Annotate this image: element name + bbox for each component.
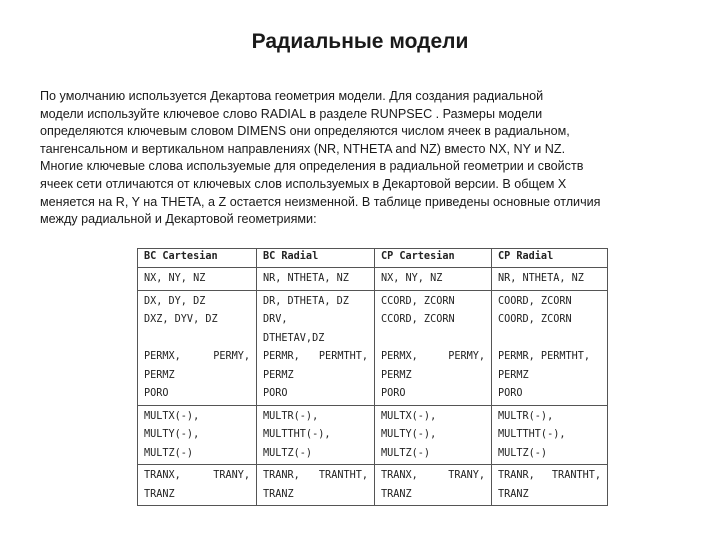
cell-text: MULTZ(-) bbox=[381, 447, 431, 459]
cell-line bbox=[498, 385, 601, 404]
cell-text: PERMZ bbox=[498, 369, 529, 381]
cell-text: TRANR, bbox=[263, 470, 300, 481]
cell-line bbox=[498, 467, 601, 486]
cell-text: DXZ, DYV, DZ bbox=[144, 314, 218, 325]
table-cell bbox=[257, 268, 375, 291]
cell-text: TRANZ bbox=[144, 488, 175, 500]
cell-line bbox=[144, 467, 250, 486]
cell-text: MULTTHT(-), bbox=[498, 429, 566, 440]
cell-line bbox=[263, 311, 368, 330]
cell-text: DX, DY, DZ bbox=[144, 295, 206, 307]
cell-line bbox=[381, 426, 485, 445]
cell-text: MULTX(-), bbox=[381, 410, 437, 422]
table-row bbox=[138, 290, 608, 405]
cell-line bbox=[263, 467, 368, 486]
cell-text: MULTY(-), bbox=[144, 429, 200, 440]
table-cell bbox=[492, 405, 608, 465]
cell-text: TRANZ bbox=[381, 488, 412, 500]
table-cell bbox=[138, 465, 257, 506]
paragraph-line: тангенсальном и вертикальном направлениях (NR, NTHETA and NZ) вместо NX, NY и NZ. bbox=[40, 141, 566, 156]
cell-text: PORO bbox=[263, 388, 288, 399]
cell-line bbox=[263, 486, 368, 505]
cell-text: TRANX, bbox=[144, 470, 181, 481]
cell-text: PERMR, bbox=[263, 351, 300, 362]
cell-text: PORO bbox=[498, 388, 523, 399]
header-bc-cartesian: BC Cartesian bbox=[138, 249, 257, 268]
cell-text: PERMR, PERMTHT, bbox=[498, 351, 591, 362]
cell-line bbox=[144, 426, 250, 445]
cell-text: CCORD, ZCORN bbox=[381, 295, 455, 307]
cell-line bbox=[498, 426, 601, 445]
cell-text: DRV, bbox=[263, 314, 288, 325]
cell-line bbox=[498, 270, 601, 289]
table-cell bbox=[492, 268, 608, 291]
cell-text: MULTR(-), bbox=[498, 410, 554, 422]
cell-line bbox=[381, 467, 485, 486]
table-cell bbox=[492, 290, 608, 405]
cell-line bbox=[263, 367, 368, 386]
cell-line bbox=[263, 348, 368, 367]
paragraph-line: между радиальной и Декартовой геометриями: bbox=[40, 212, 317, 227]
cell-text: TRANTHT, bbox=[551, 470, 601, 481]
cell-line bbox=[498, 367, 601, 386]
cell-text: TRANTHT, bbox=[318, 470, 368, 481]
cell-text: DTHETAV,DZ bbox=[263, 332, 325, 344]
table-cell bbox=[375, 405, 492, 465]
header-cp-radial: CP Radial bbox=[492, 249, 608, 268]
cell-text: NR, NTHETA, NZ bbox=[498, 273, 584, 284]
cell-line bbox=[381, 385, 485, 404]
table-cell bbox=[138, 405, 257, 465]
paragraph-line: Многие ключевые слова используемые для определения в радиальной геометрии и свойств bbox=[40, 159, 584, 174]
cell-line bbox=[381, 311, 485, 330]
table-cell bbox=[138, 290, 257, 405]
cell-line bbox=[498, 330, 601, 349]
cell-line bbox=[144, 367, 250, 386]
paragraph-line: модели используйте ключевое слово RADIAL в разделе RUNPSEC . Размеры модели bbox=[40, 106, 543, 121]
cell-line bbox=[381, 486, 485, 505]
cell-line bbox=[498, 348, 601, 367]
table-cell bbox=[375, 465, 492, 506]
cell-text: TRANX, bbox=[381, 470, 418, 481]
table-cell bbox=[492, 465, 608, 506]
cell-text: PERMZ bbox=[263, 369, 294, 381]
cell-line bbox=[381, 330, 485, 349]
table-cell bbox=[138, 268, 257, 291]
cell-text: MULTY(-), bbox=[381, 429, 437, 440]
table-row bbox=[138, 268, 608, 291]
cell-text: PERMY, bbox=[448, 351, 485, 362]
table-cell bbox=[257, 465, 375, 506]
cell-text: NX, NY, NZ bbox=[381, 273, 443, 284]
cell-text: TRANY, bbox=[448, 470, 485, 481]
paragraph-line: меняется на R, Y на THETA, а Z остается неизменной. В таблице приведены основные отличия bbox=[40, 194, 601, 209]
table-row bbox=[138, 405, 608, 465]
cell-text: MULTZ(-) bbox=[263, 447, 313, 459]
cell-line bbox=[498, 408, 601, 427]
cell-line bbox=[144, 311, 250, 330]
cell-line bbox=[381, 348, 485, 367]
cell-line bbox=[381, 270, 485, 289]
cell-text: COORD, ZCORN bbox=[498, 314, 572, 325]
cell-text: MULTR(-), bbox=[263, 410, 319, 422]
header-bc-radial: BC Radial bbox=[257, 249, 375, 268]
intro-paragraph bbox=[40, 88, 690, 229]
cell-line bbox=[263, 445, 368, 464]
cell-text: NR, NTHETA, NZ bbox=[263, 273, 349, 284]
cell-line bbox=[498, 293, 601, 312]
cell-text: PORO bbox=[144, 388, 169, 399]
paragraph-line: По умолчанию используется Декартова геометрия модели. Для создания радиальной bbox=[40, 89, 544, 103]
cell-line bbox=[381, 293, 485, 312]
cell-text: TRANZ bbox=[498, 488, 529, 500]
table-cell bbox=[375, 268, 492, 291]
cell-text: MULTZ(-) bbox=[144, 447, 194, 459]
cell-line bbox=[381, 445, 485, 464]
cell-line bbox=[144, 330, 250, 349]
cell-line bbox=[498, 311, 601, 330]
table-cell bbox=[257, 405, 375, 465]
table-cell bbox=[375, 290, 492, 405]
cell-line bbox=[263, 385, 368, 404]
cell-line bbox=[498, 445, 601, 464]
cell-line bbox=[144, 486, 250, 505]
page-title: Радиальные модели bbox=[251, 30, 469, 53]
cell-text: MULTZ(-) bbox=[498, 447, 548, 459]
cell-text: NX, NY, NZ bbox=[144, 273, 206, 284]
cell-text: MULTX(-), bbox=[144, 410, 200, 422]
cell-line bbox=[498, 486, 601, 505]
cell-line bbox=[381, 367, 485, 386]
cell-line bbox=[263, 408, 368, 427]
cell-line bbox=[381, 408, 485, 427]
cell-text: TRANR, bbox=[498, 470, 535, 481]
cell-line bbox=[263, 426, 368, 445]
cell-line bbox=[263, 270, 368, 289]
cell-line bbox=[144, 385, 250, 404]
cell-line bbox=[263, 293, 368, 312]
cell-line bbox=[144, 270, 250, 289]
cell-text: PORO bbox=[381, 388, 406, 399]
header-cp-cartesian: CP Cartesian bbox=[375, 249, 492, 268]
cell-text: PERMX, bbox=[381, 351, 418, 362]
cell-text: PERMZ bbox=[381, 369, 412, 381]
cell-text: PERMX, bbox=[144, 351, 181, 362]
cell-line bbox=[144, 348, 250, 367]
table-row bbox=[138, 465, 608, 506]
table-cell bbox=[257, 290, 375, 405]
cell-line bbox=[144, 445, 250, 464]
paragraph-line: определяются ключевым словом DIMENS они определяются числом ячеек в радиальном, bbox=[40, 124, 570, 139]
comparison-table bbox=[137, 248, 608, 506]
cell-line bbox=[263, 330, 368, 349]
cell-text: PERMZ bbox=[144, 369, 175, 381]
cell-text: PERMTHT, bbox=[318, 351, 368, 362]
cell-text: TRANZ bbox=[263, 488, 294, 500]
cell-line bbox=[144, 408, 250, 427]
cell-text: DR, DTHETA, DZ bbox=[263, 295, 349, 307]
cell-text: TRANY, bbox=[213, 470, 250, 481]
table-header-row bbox=[138, 249, 608, 268]
paragraph-line: ячеек сети отличаются от ключевых слов используемых в Декартовой версии. В общем X bbox=[40, 176, 567, 191]
cell-text: COORD, ZCORN bbox=[498, 295, 572, 307]
cell-text: CCORD, ZCORN bbox=[381, 314, 455, 325]
cell-text: MULTTHT(-), bbox=[263, 429, 331, 440]
cell-line bbox=[144, 293, 250, 312]
cell-text: PERMY, bbox=[213, 351, 250, 362]
